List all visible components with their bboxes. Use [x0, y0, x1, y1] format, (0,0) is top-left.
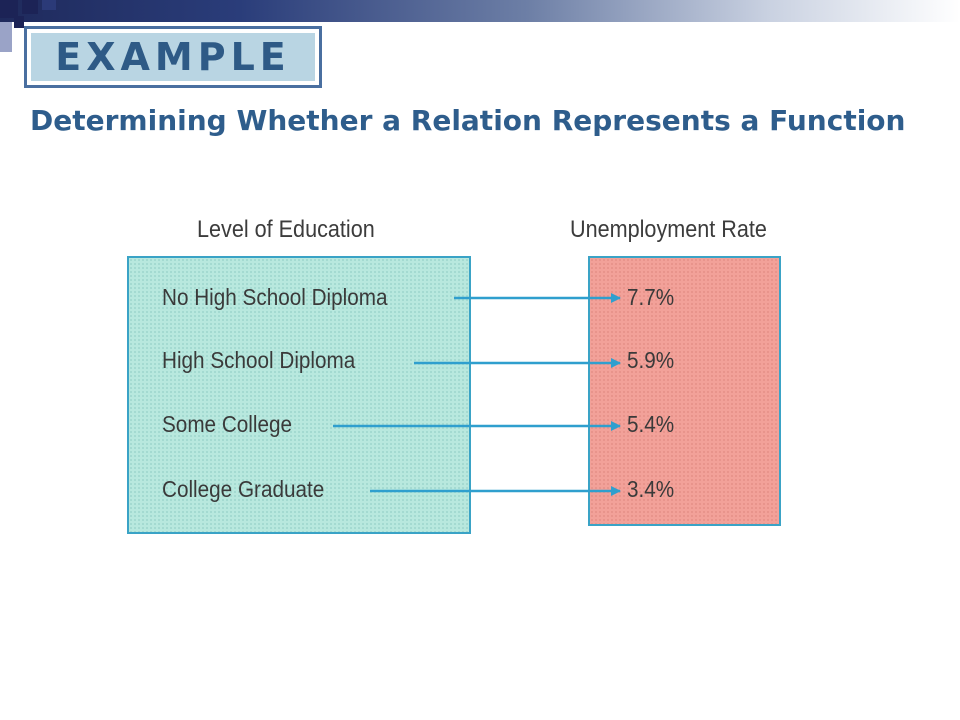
domain-item-high-school-diploma: High School Diploma [162, 347, 356, 373]
range-item-5-9: 5.9% [627, 347, 675, 373]
range-item-7-7: 7.7% [627, 284, 675, 310]
range-item-3-4: 3.4% [627, 476, 675, 502]
slide-title: Determining Whether a Relation Represents a Function [30, 104, 906, 137]
domain-item-no-high-school-diploma: No High School Diploma [162, 284, 388, 310]
example-label: EXAMPLE [55, 35, 291, 79]
domain-item-some-college: Some College [162, 411, 293, 437]
range-heading: Unemployment Rate [570, 216, 767, 243]
range-item-5-4: 5.4% [627, 411, 675, 437]
domain-heading: Level of Education [197, 216, 375, 243]
domain-item-college-graduate: College Graduate [162, 476, 325, 502]
